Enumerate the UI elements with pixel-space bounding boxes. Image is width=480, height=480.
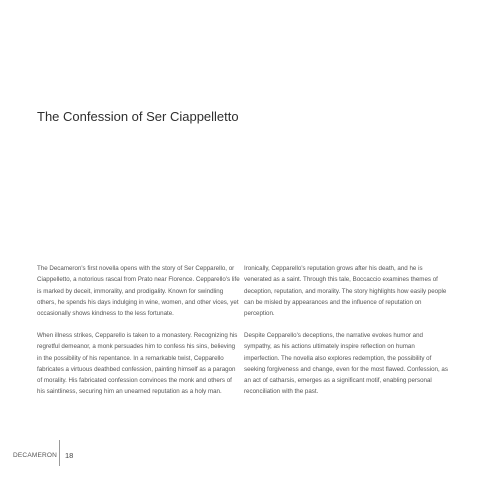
chapter-title: The Confession of Ser Ciappelletto <box>37 109 239 124</box>
paragraph: The Decameron's first novella opens with the story of Ser Cepparello, or Ciappelletto, a notorious rascal from Prato near Florence. Cepparello's life is marked by deceit, immorality, and prodigality. Known for swindling others, he spends his days indulging in wine, women, and other vices, yet occasionally shows kindness to the less fortunate. <box>37 265 240 318</box>
running-title: DECAMERON <box>13 452 58 459</box>
footer-divider <box>59 440 60 466</box>
paragraph: Ironically, Cepparello's reputation grows after his death, and he is venerated as a saint. Through this tale, Boccaccio examines themes of deception, reputation, and morality. The story highlights how easily people can be misled by appearances and the influence of reputation on perception. <box>244 265 447 318</box>
page-number: 18 <box>65 451 74 460</box>
page-footer <box>0 438 200 468</box>
paragraph: Despite Cepparello's deceptions, the narrative evokes humor and sympathy, as his actions ultimately inspire reflection on human imperfection. The novella also explores redemption, the possibility of seeking forgiveness and change, even for the most flawed. Confession, as an act of catharsis, emerges as a significant motif, enabling personal reconciliation with the past. <box>244 331 448 396</box>
paragraph: When illness strikes, Cepparello is taken to a monastery. Recognizing his regretful demeanor, a monk persuades him to confess his sins, believing in the possibility of his repentance. In a remarkable twist, Cepparello fabricates a virtuous deathbed confession, painting himself as a paragon of morality. His fabricated confession convinces the monk and others of his saintliness, securing him an unearned reputation as a holy man. <box>37 331 238 396</box>
text-column-right <box>244 263 449 408</box>
text-column-left <box>37 263 240 408</box>
